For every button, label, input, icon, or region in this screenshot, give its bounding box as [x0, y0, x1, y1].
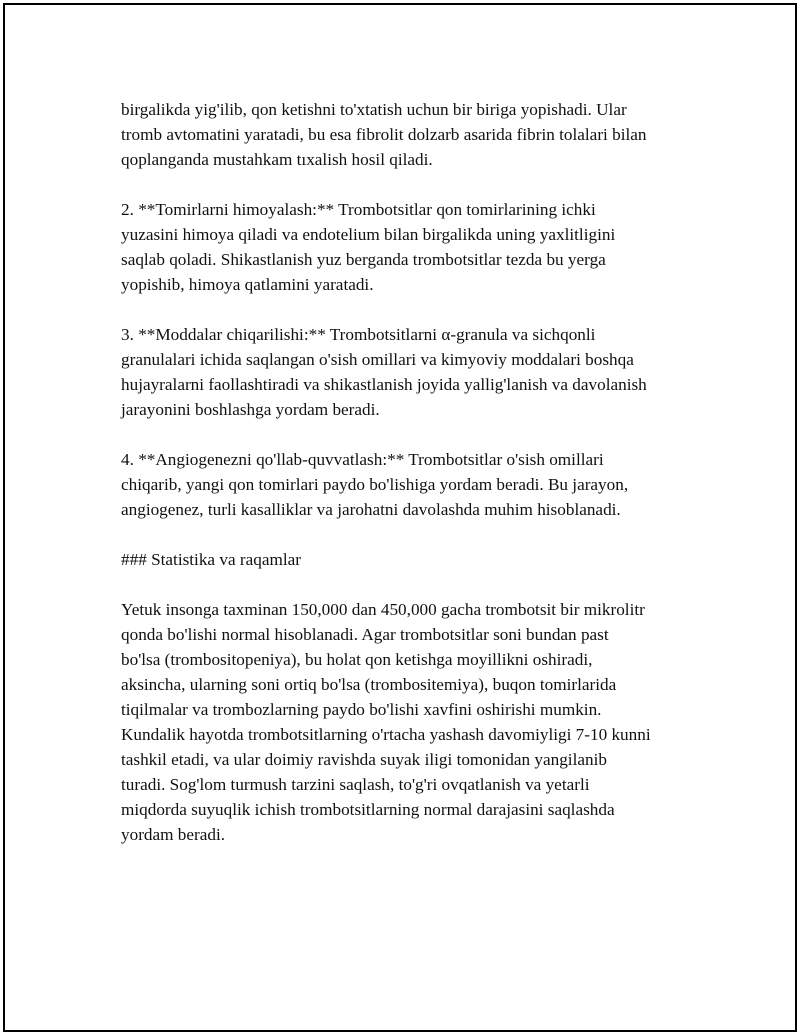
paragraph-vessel-protection: 2. **Tomirlarni himoyalash:** Trombotsitlar qon tomirlarining ichki yuzasini himoya qiladi va endotelium bilan birgalikda uning yaxlitligini saqlab qoladi. Shikastlanish yuz berganda trombotsitlar tezda bu yerga yopishib, himoya qatlamini yaratadi.	[121, 200, 616, 294]
section-heading-statistics: ### Statistika va raqamlar	[121, 550, 301, 569]
paragraph-angiogenesis: 4. **Angiogenezni qo'llab-quvvatlash:** Trombotsitlar o'sish omillari chiqarib, yangi qon tomirlari paydo bo'lishiga yordam beradi. Bu jarayon, angiogenez, turli kasalliklar va jarohatni davolashda muhim hisoblanadi.	[121, 450, 629, 519]
document-body	[121, 97, 701, 847]
paragraph-statistics: Yetuk insonga taxminan 150,000 dan 450,000 gacha trombotsit bir mikrolitr qonda bo'lishi normal hisoblanadi. Agar trombotsitlar soni bundan past bo'lsa (trombositopeniya), bu holat qon ketishga moyillikni oshiradi, aksincha, ularning soni ortiq bo'lsa (trombositemiya), buqon tomirlarida tiqilmalar va trombozlarning paydo bo'lishi xavfini oshirishi mumkin. Kundalik hayotda trombotsitlarning o'rtacha yashash davomiyligi 7-10 kunni tashkil etadi, va ular doimiy ravishda suyak iligi tomonidan yangilanib turadi. Sog'lom turmush tarzini saqlash, to'g'ri ovqatlanish va yetarli miqdorda suyuqlik ichish trombotsitlarning normal darajasini saqlashda yordam beradi.	[121, 600, 651, 844]
paragraph-continuation: birgalikda yig'ilib, qon ketishni to'xtatish uchun bir biriga yopishadi. Ular tromb avtomatini yaratadi, bu esa fibrolit dolzarb asarida fibrin tolalari bilan qoplanganda mustahkam tıxalish hosil qiladi.	[121, 100, 647, 169]
paragraph-substance-release: 3. **Moddalar chiqarilishi:** Trombotsitlarni α-granula va sichqonli granulalari ichida saqlangan o'sish omillari va kimyoviy moddalari boshqa hujayralarni faollashtiradi va shikastlanish joyida yallig'lanish va davolanish jarayonini boshlashga yordam beradi.	[121, 325, 647, 419]
page-frame	[3, 3, 797, 1032]
